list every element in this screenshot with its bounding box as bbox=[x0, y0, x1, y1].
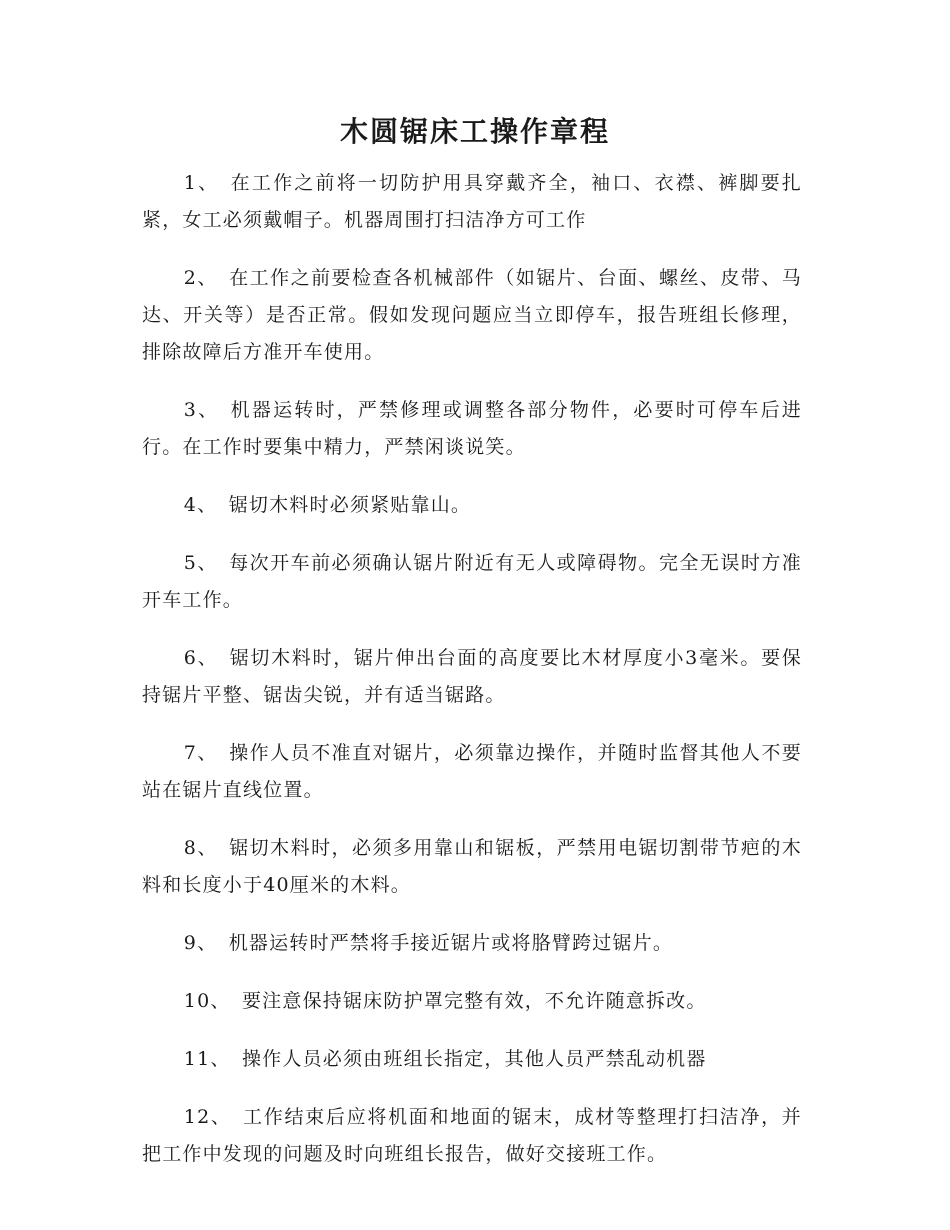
rules-list bbox=[142, 165, 802, 1194]
rule-item bbox=[142, 983, 802, 1020]
rule-item bbox=[142, 1041, 802, 1078]
rule-item bbox=[142, 735, 802, 809]
rule-text: 在工作之前将一切防护用具穿戴齐全，袖口、衣襟、裤脚要扎紧，女工必须戴帽子。机器周围打扫洁净方可工作 bbox=[142, 172, 802, 231]
rule-text: 操作人员不准直对锯片，必须靠边操作，并随时监督其他人不要站在锯片直线位置。 bbox=[142, 742, 802, 801]
rule-text: 锯切木料时，必须多用靠山和锯板，严禁用电锯切割带节疤的木料和长度小于40厘米的木料。 bbox=[142, 837, 802, 896]
rule-text: 锯切木料时，锯片伸出台面的高度要比木材厚度小3毫米。要保持锯片平整、锯齿尖锐，并有适当锯路。 bbox=[142, 647, 802, 706]
rule-item bbox=[142, 830, 802, 904]
rule-text: 要注意保持锯床防护罩完整有效，不允许随意拆改。 bbox=[241, 990, 707, 1012]
rule-item bbox=[142, 925, 802, 962]
rule-text: 锯切木料时必须紧贴靠山。 bbox=[228, 494, 472, 516]
rule-item bbox=[142, 640, 802, 714]
rule-item bbox=[142, 260, 802, 371]
rule-item bbox=[142, 1099, 802, 1173]
document-title: 木圆锯床工操作章程 bbox=[339, 115, 610, 148]
rule-number: 8、 bbox=[183, 837, 218, 859]
rule-number: 9、 bbox=[183, 932, 218, 954]
rule-text: 在工作之前要检查各机械部件（如锯片、台面、螺丝、皮带、马达、开关等）是否正常。假如发现问题应当立即停车，报告班组长修理，排除故障后方准开车使用。 bbox=[142, 267, 802, 363]
rule-number: 1、 bbox=[183, 172, 220, 194]
rule-text: 每次开车前必须确认锯片附近有无人或障碍物。完全无误时方准开车工作。 bbox=[142, 552, 802, 611]
rule-item bbox=[142, 165, 802, 239]
rule-number: 3、 bbox=[183, 399, 220, 421]
rule-number: 6、 bbox=[183, 647, 219, 669]
rule-number: 12、 bbox=[183, 1106, 232, 1128]
rule-item bbox=[142, 487, 802, 524]
rule-number: 7、 bbox=[183, 742, 218, 764]
rule-text: 机器运转时严禁将手接近锯片或将胳臂跨过锯片。 bbox=[228, 932, 674, 954]
rule-text: 操作人员必须由班组长指定，其他人员严禁乱动机器 bbox=[241, 1048, 707, 1070]
rule-number: 2、 bbox=[183, 267, 218, 289]
rule-number: 4、 bbox=[183, 494, 218, 516]
rule-number: 10、 bbox=[183, 990, 231, 1012]
rule-text: 机器运转时，严禁修理或调整各部分物件，必要时可停车后进行。在工作时要集中精力，严禁闲谈说笑。 bbox=[142, 399, 802, 458]
rule-item bbox=[142, 392, 802, 466]
rule-number: 5、 bbox=[183, 552, 218, 574]
rule-item bbox=[142, 545, 802, 619]
rule-number: 11、 bbox=[183, 1048, 231, 1070]
rule-text: 工作结束后应将机面和地面的锯末，成材等整理打扫洁净，并把工作中发现的问题及时向班组长报告，做好交接班工作。 bbox=[142, 1106, 802, 1165]
